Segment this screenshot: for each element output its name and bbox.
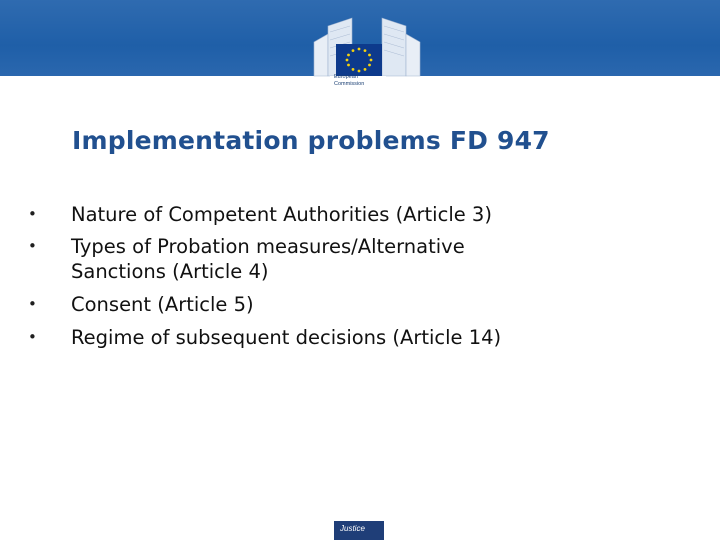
bullet-text: Consent (Article 5) [71,293,254,316]
justice-badge [334,521,384,540]
bullet-text-line: Types of Probation measures/Alternative [71,235,465,258]
justice-badge-label: Justice [340,524,365,533]
bullet-text: Regime of subsequent decisions (Article 14) [71,326,502,349]
bullet-text-line: Sanctions (Article 4) [71,260,269,283]
logo-wordmark [334,74,388,88]
bullet-item [28,234,678,284]
bullet-item [28,325,678,350]
bullet-list [28,202,678,358]
bullet-item [28,292,678,317]
slide-title: Implementation problems FD 947 [72,126,550,155]
bullet-dot-icon: • [28,328,37,346]
logo-line-european: European [334,74,358,80]
bullet-dot-icon: • [28,237,37,255]
bullet-dot-icon: • [28,295,37,313]
bullet-dot-icon: • [28,205,37,223]
bullet-item [28,202,678,227]
bullet-text: Nature of Competent Authorities (Article 3) [71,203,492,226]
logo-line-commission: Commission [334,81,365,87]
